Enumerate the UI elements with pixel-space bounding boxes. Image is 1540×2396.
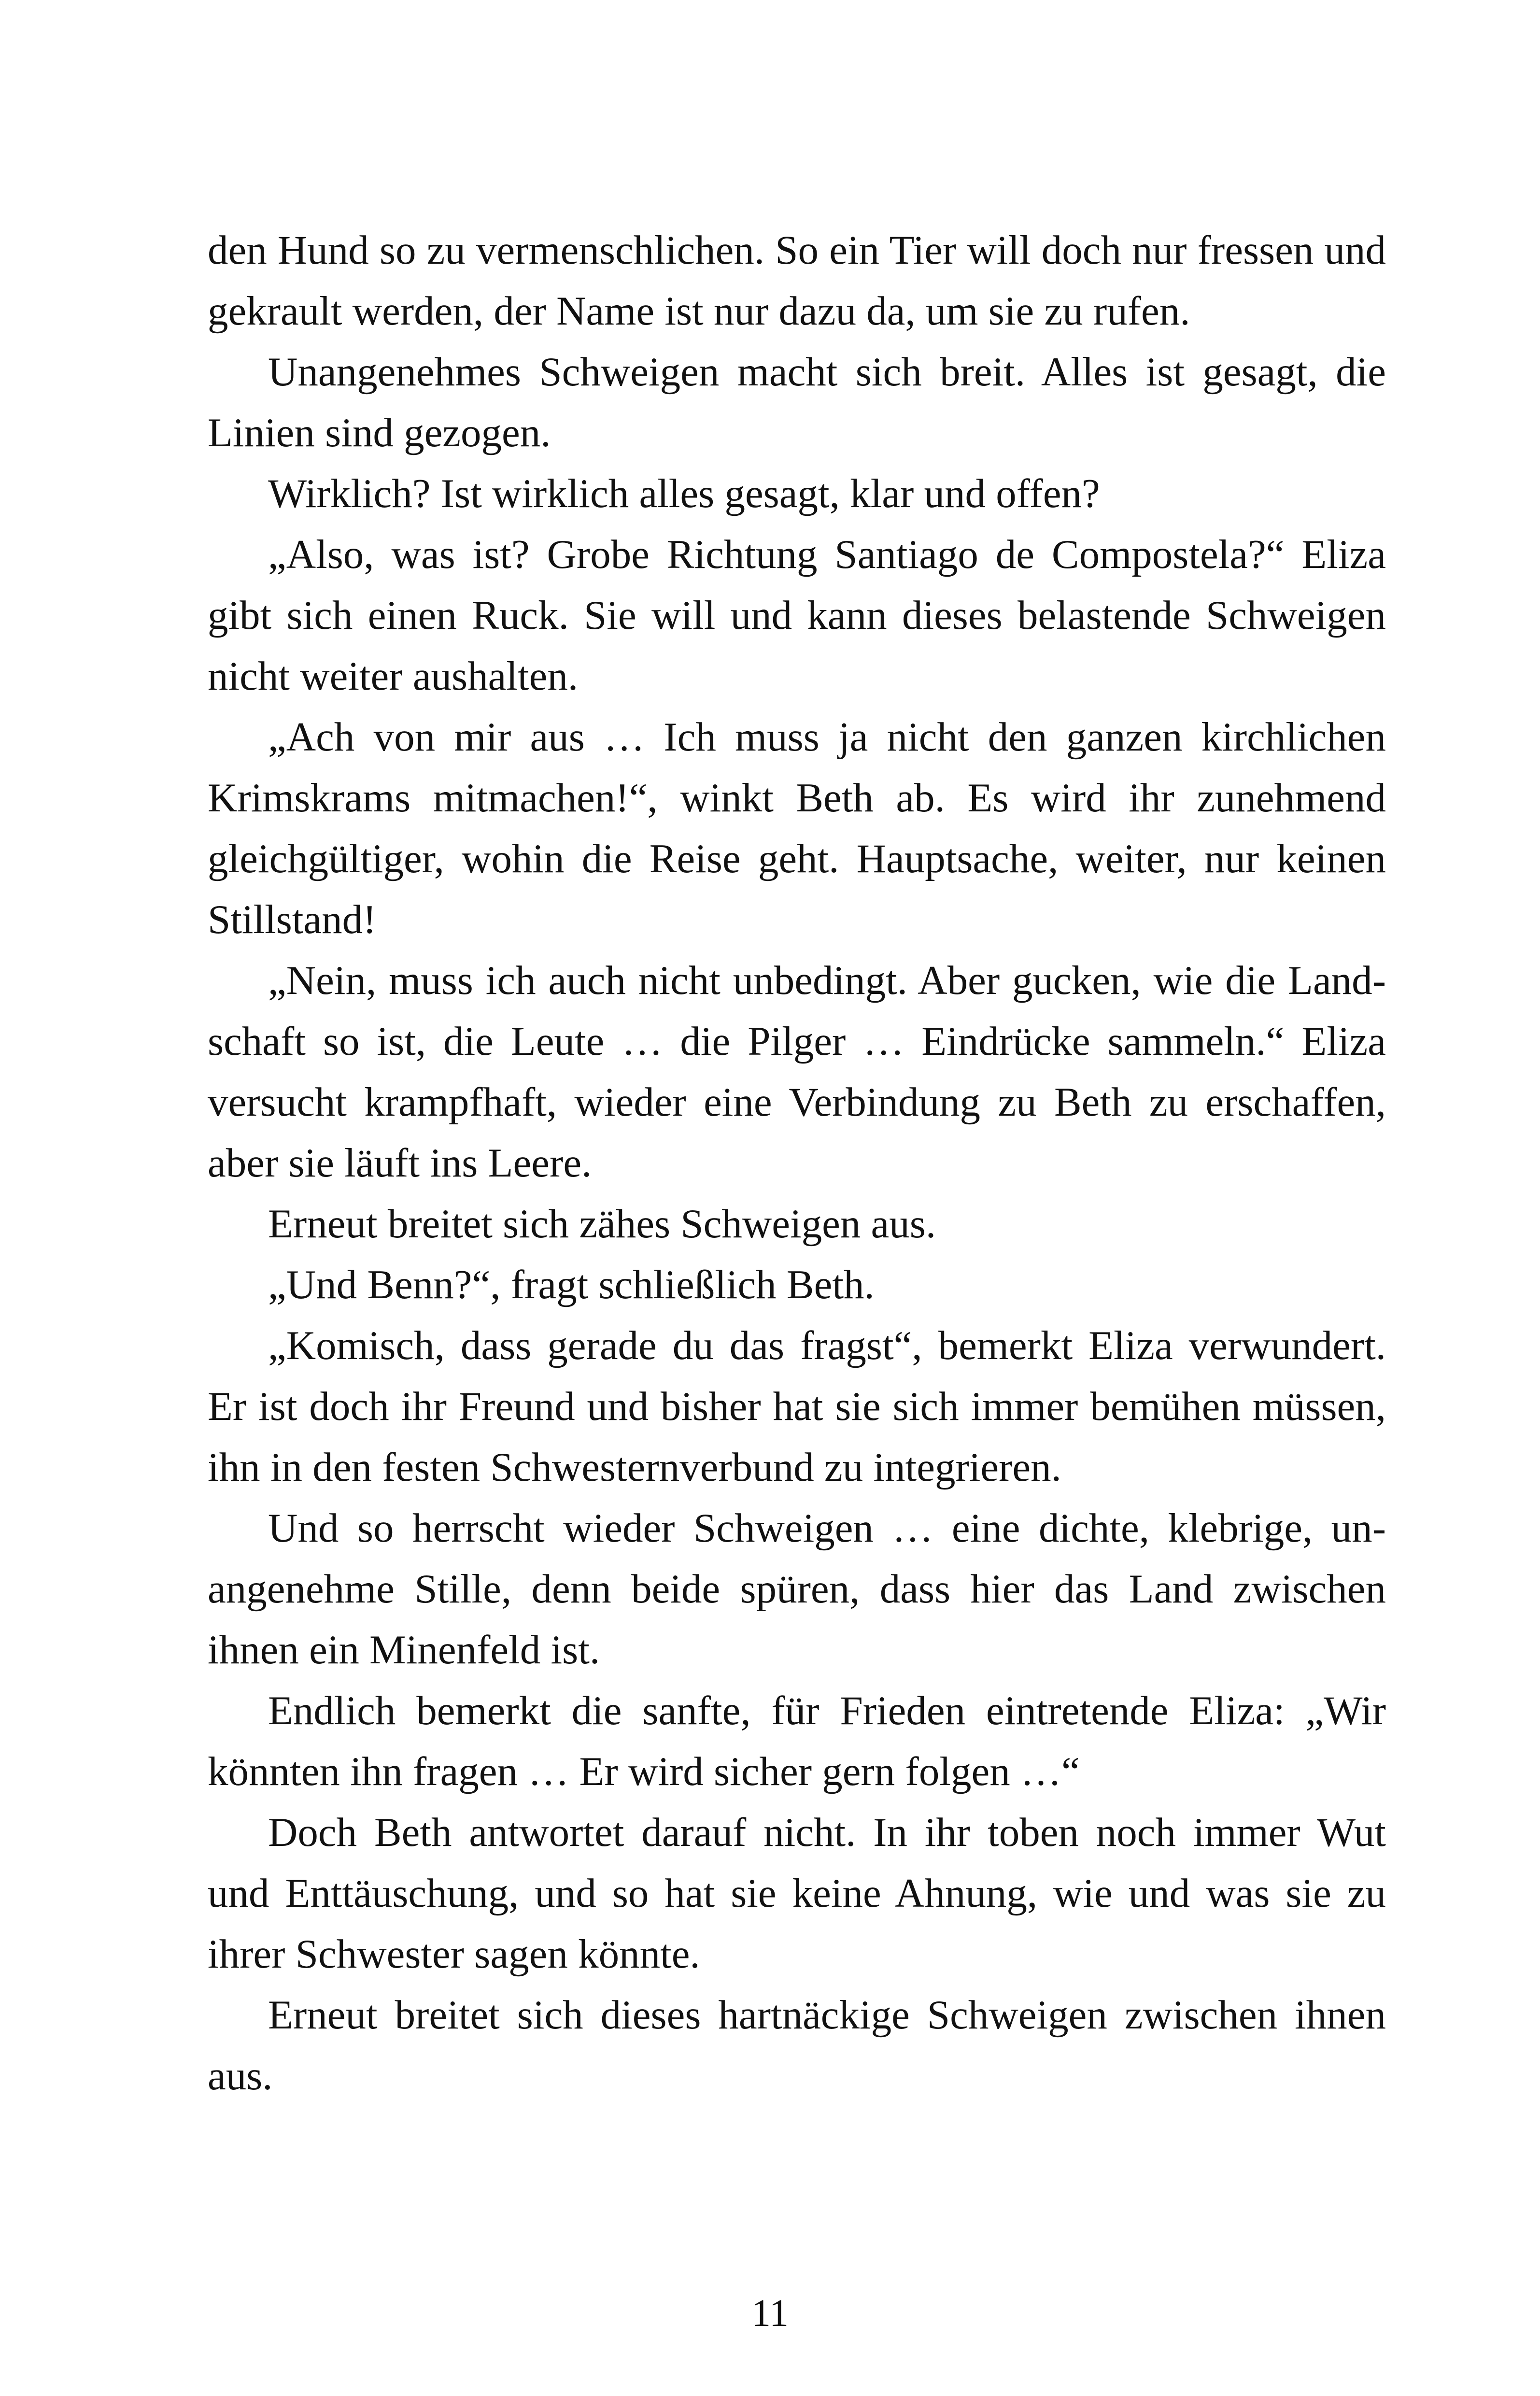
paragraph: „Ach von mir aus … Ich muss ja nicht den ganzen kirchlichen Krimskrams mitmachen!“, winkt Beth ab. Es wird ihr zunehmend gleichgültiger, wohin die Reise geht. Hauptsache, weiter, nur keinen Stillstand!: [208, 714, 1386, 942]
paragraph: „Nein, muss ich auch nicht unbedingt. Aber gucken, wie die Landschaft so ist, die Leute … die Pilger … Eindrücke sammeln.“ Eliza versucht krampfhaft, wieder eine Verbindung zu Beth zu erschaffen, aber sie läuft ins Leere.: [208, 958, 1386, 1186]
paragraph: „Und Benn?“, fragt schließlich Beth.: [268, 1262, 875, 1307]
body-text: [208, 220, 1386, 2106]
paragraph: „Also, was ist? Grobe Richtung Santiago de Compostela?“ Eliza gibt sich einen Ruck. Sie will und kann dieses belastende Schweigen nicht weiter aushalten.: [208, 532, 1386, 699]
paragraph: Wirklich? Ist wirklich alles gesagt, klar und offen?: [268, 471, 1100, 516]
paragraph: Doch Beth antwortet darauf nicht. In ihr toben noch immer Wut und Enttäuschung, und so hat sie keine Ahnung, wie und was sie zu ihrer Schwester sagen könnte.: [208, 1810, 1386, 1977]
paragraph: Und so herrscht wieder Schweigen … eine dichte, klebrige, unangenehme Stille, denn beide spüren, dass hier das Land zwischen ihnen ein Minenfeld ist.: [208, 1505, 1386, 1673]
paragraph: Unangenehmes Schweigen macht sich breit. Alles ist gesagt, die Linien sind gezogen.: [208, 349, 1386, 455]
paragraph: „Komisch, dass gerade du das fragst“, bemerkt Eliza verwundert. Er ist doch ihr Freund und bisher hat sie sich immer bemühen müssen, ihn in den festen Schwesternverbund zu integrieren.: [208, 1323, 1386, 1490]
paragraph: Endlich bemerkt die sanfte, für Frieden eintretende Eliza: „Wir könnten ihn fragen … Er wird sicher gern folgen …“: [208, 1688, 1386, 1794]
paragraph: Erneut breitet sich dieses hartnäckige Schweigen zwischen ihnen aus.: [208, 1992, 1386, 2098]
paragraph: den Hund so zu vermenschlichen. So ein Tier will doch nur fressen und gekrault werden, der Name ist nur dazu da, um sie zu rufen.: [208, 227, 1386, 334]
page-number: 11: [751, 2292, 789, 2335]
paragraph: Erneut breitet sich zähes Schweigen aus.: [268, 1201, 936, 1247]
